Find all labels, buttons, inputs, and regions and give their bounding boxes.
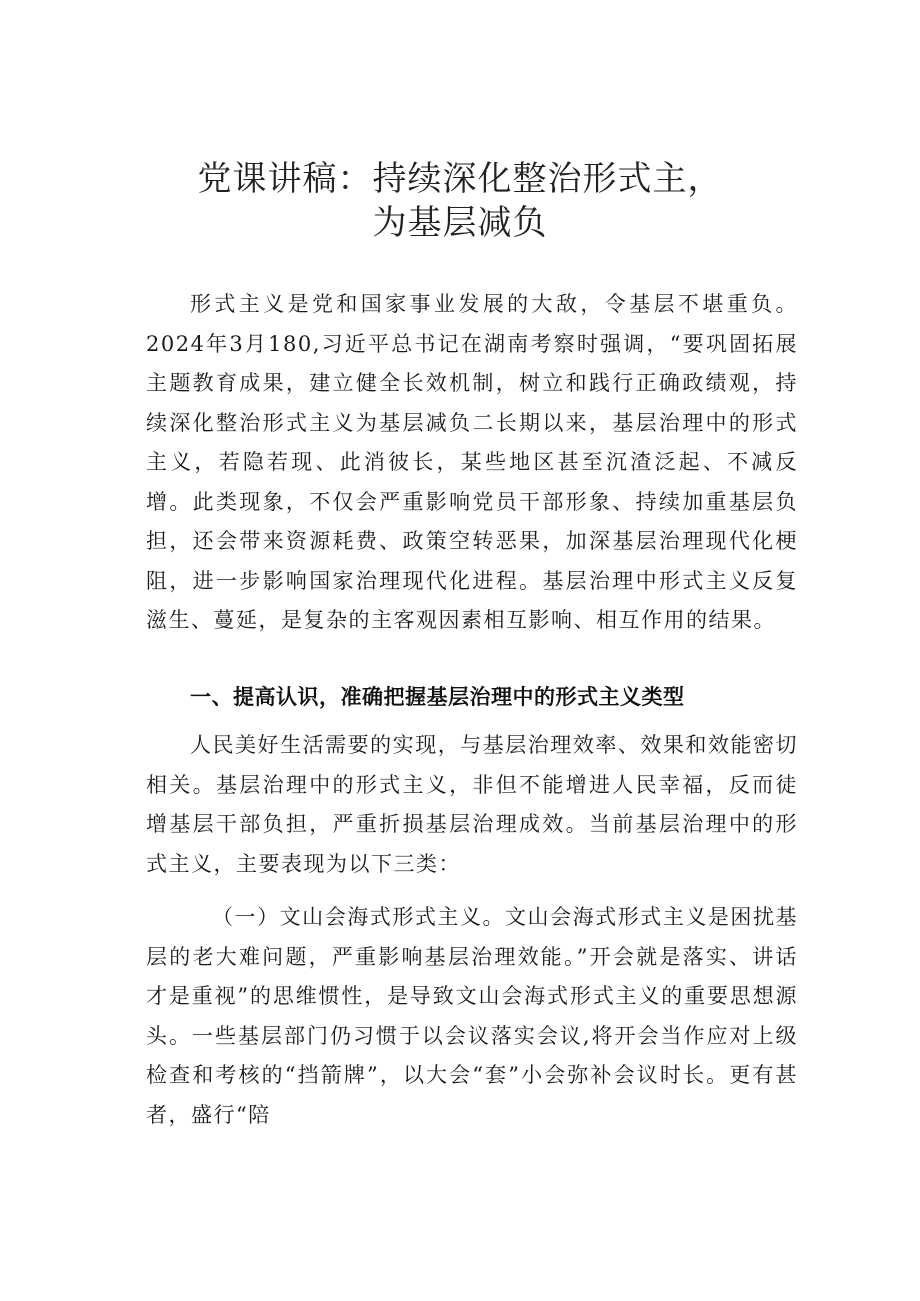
document-title-line-2: 为基层减负 bbox=[372, 203, 548, 243]
section-1-paragraph: 人民美好生活需要的实现，与基层治理效率、效果和效能密切相关。基层治理中的形式主义，非但不能增进人民幸福，反而徒增基层干部负担，严重折损基层治理成效。当前基层治理中的形式主义，主要表现为以下三类： bbox=[146, 733, 798, 876]
document-title-line-1: 党课讲稿：持续深化整治形式主， bbox=[197, 159, 723, 199]
section-heading-1: 一、提高认识，准确把握基层治理中的形式主义类型 bbox=[190, 685, 685, 709]
intro-paragraph: 形式主义是党和国家事业发展的大敌，令基层不堪重负。2024年3月180,习近平总书记在湖南考察时强调，“要巩固拓展主题教育成果，建立健全长效机制，树立和践行正确政绩观，持续深化整治形式主义为基层减负二长期以来，基层治理中的形式主义，若隐若现、此消彼长，某些地区甚至沉渣泛起、不减反增。此类现象，不仅会严重影响党员干部形象、持续加重基层负担，还会带来资源耗费、政策空转恶果，加深基层治理现代化梗阻，进一步影响国家治理现代化进程。基层治理中形式主义反复滋生、蔓延，是复杂的主客观因素相互影响、相互作用的结果。 bbox=[146, 292, 798, 632]
subsection-1-paragraph: （一）文山会海式形式主义。文山会海式形式主义是困扰基层的老大难问题，严重影响基层治理效能。”开会就是落实、讲话才是重视”的思维惯性，是导致文山会海式形式主义的重要思想源头。一些基层部门仍习惯于以会议落实会议,将开会当作应对上级检查和考核的“挡箭牌”，以大会“套”小会弥补会议时长。更有甚者，盛行“陪 bbox=[146, 905, 798, 1127]
